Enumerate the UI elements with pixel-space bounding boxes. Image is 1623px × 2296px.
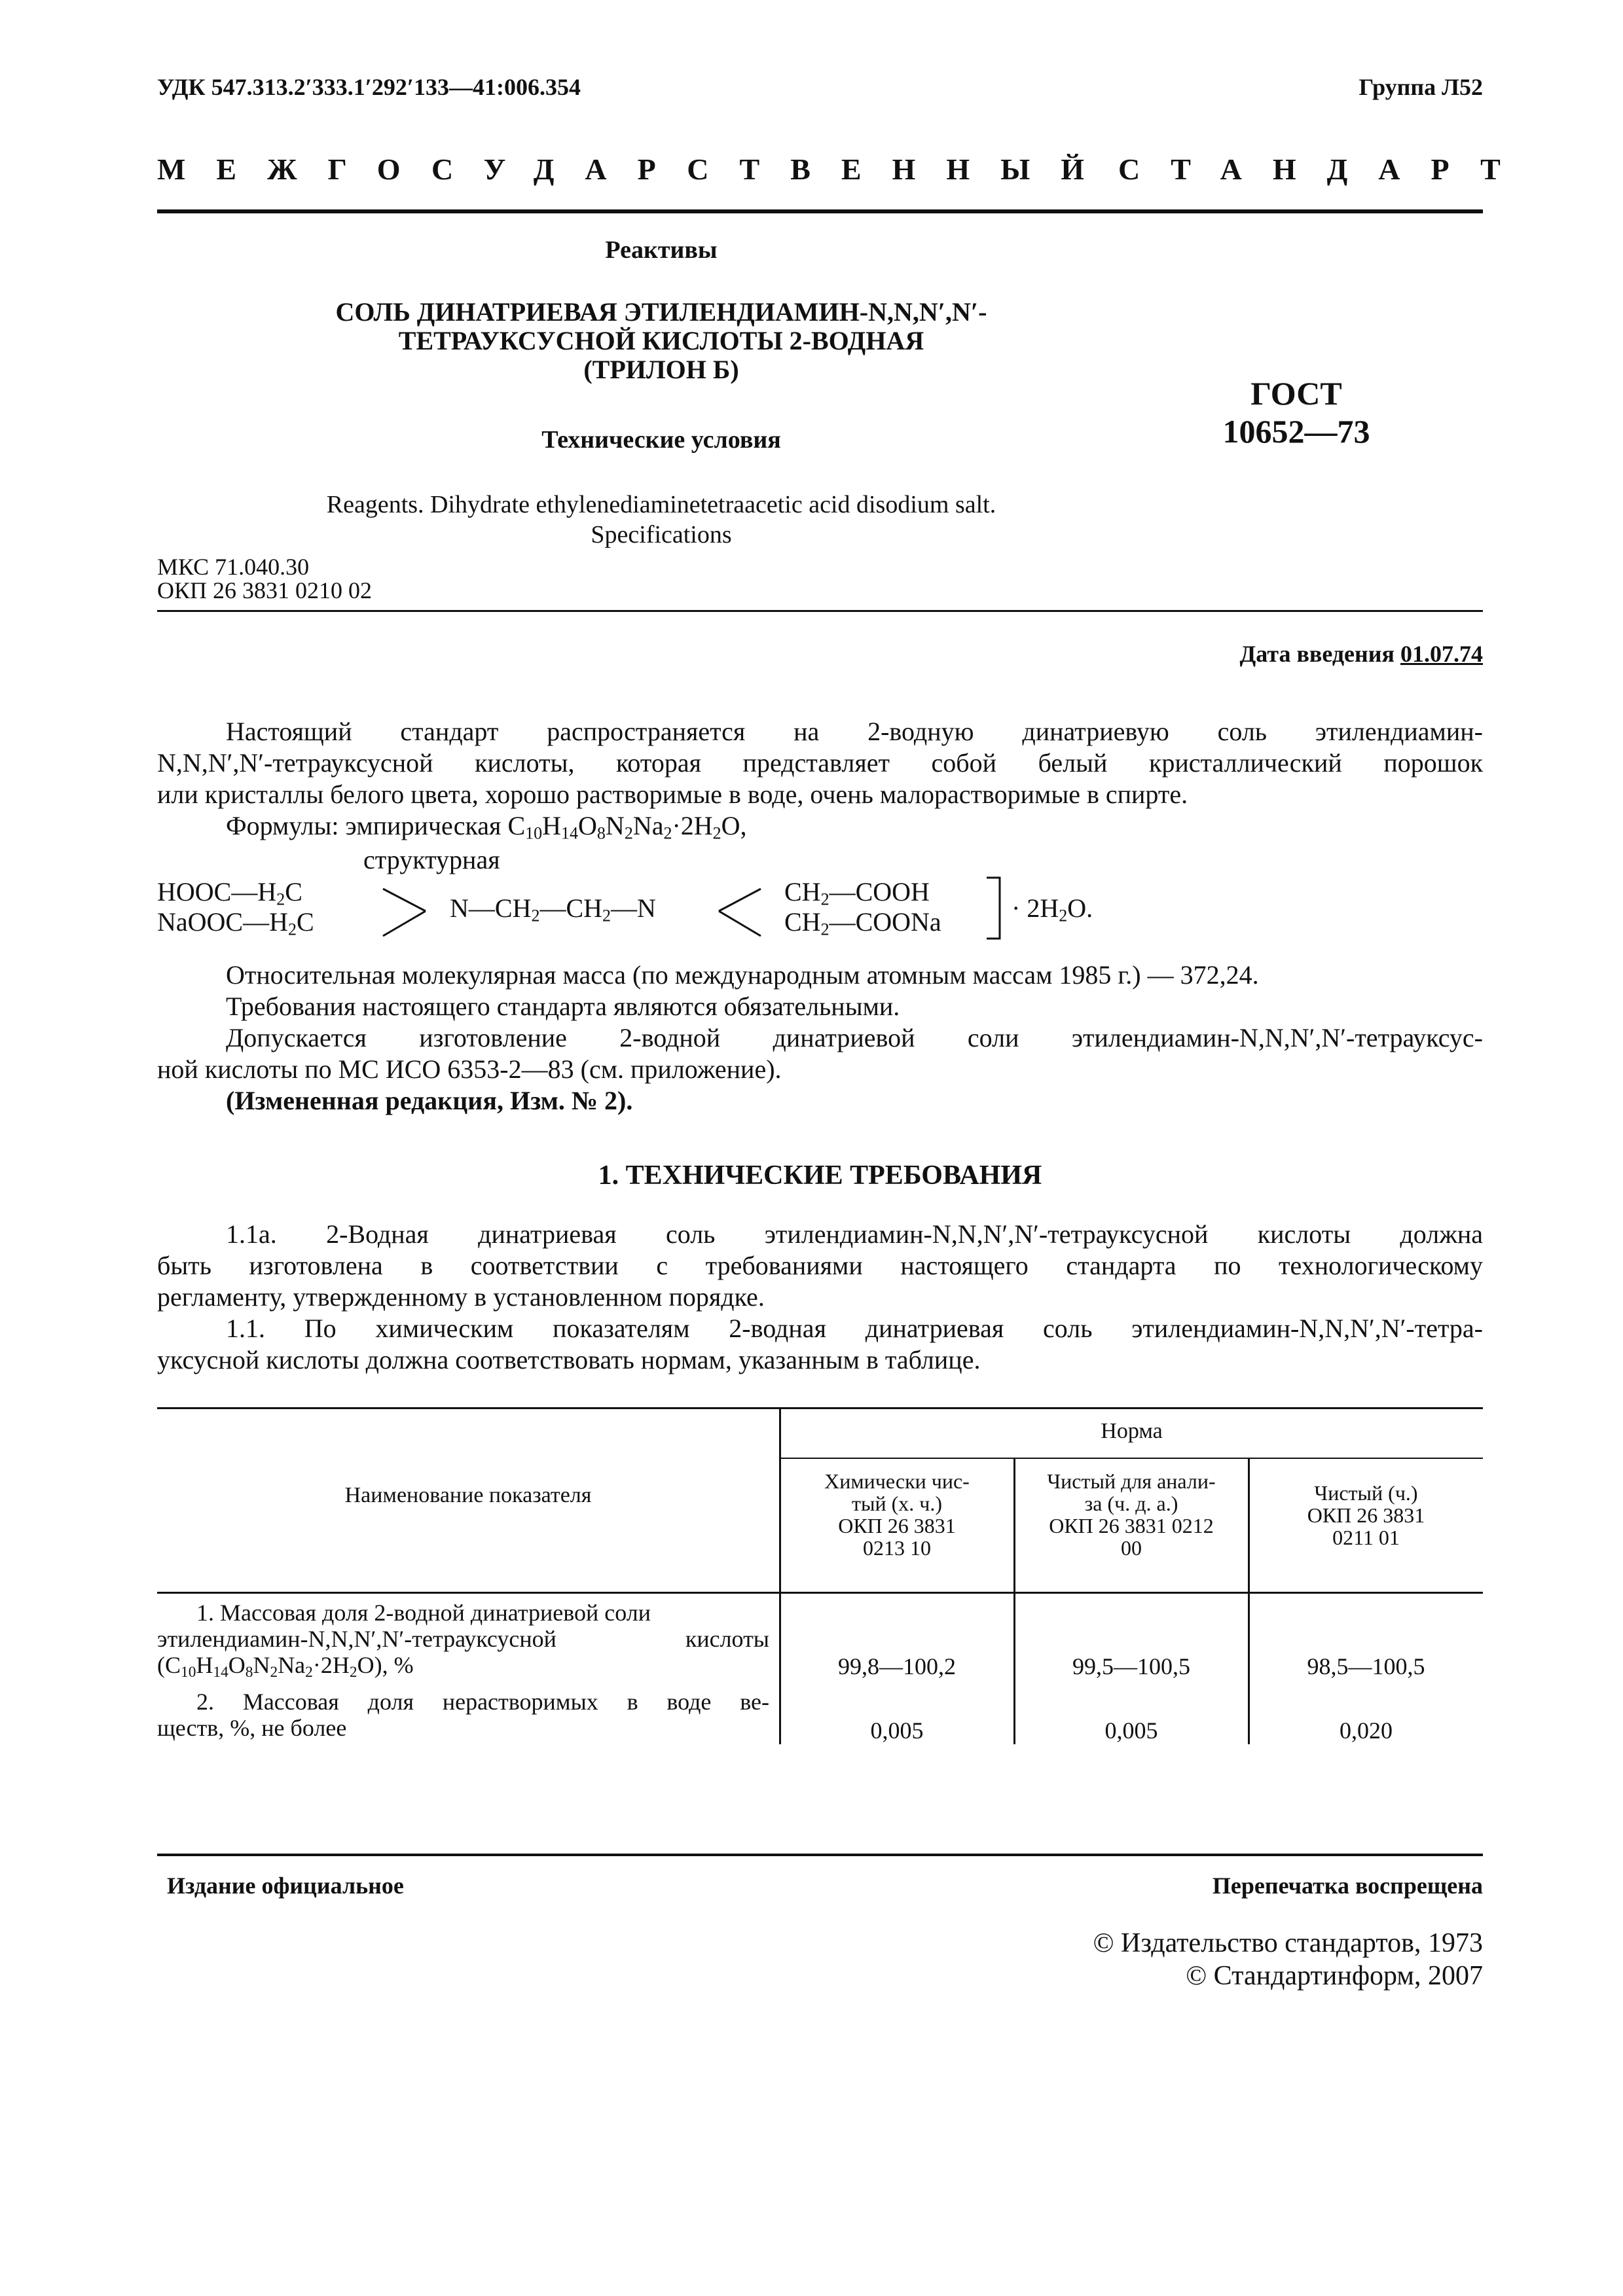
struct-right-1 bbox=[784, 877, 941, 907]
reprint-prohibited: Перепечатка воспрещена bbox=[1212, 1873, 1483, 1899]
row2-value-pure: 0,020 bbox=[1340, 1717, 1393, 1744]
title-line-2: ТЕТРАУКСУСНОЙ КИСЛОТЫ 2-ВОДНАЯ bbox=[398, 326, 924, 355]
s-r1a: CH bbox=[784, 877, 821, 906]
row2-line-1: 2. Массовая доля нерастворимых в воде ве- bbox=[196, 1689, 769, 1715]
section-1-text bbox=[157, 1219, 1483, 1376]
col-header-chemically-pure bbox=[780, 1470, 1013, 1559]
mandatory-text: Требования настоящего стандарта являются обязательными. bbox=[226, 992, 900, 1021]
f-h-n: 14 bbox=[561, 823, 579, 843]
s-mn1: 2 bbox=[531, 906, 540, 925]
table-norm-rule bbox=[779, 1458, 1483, 1459]
f-c: C bbox=[507, 811, 526, 840]
r1-d: N bbox=[253, 1652, 270, 1678]
row1-value-pure: 98,5—100,5 bbox=[1307, 1653, 1425, 1679]
s-mn2: 2 bbox=[602, 906, 611, 925]
intro-paragraph bbox=[157, 716, 1483, 810]
struct-right-bond bbox=[714, 884, 766, 942]
empirical-formula bbox=[507, 811, 747, 843]
f-na: Na bbox=[632, 811, 664, 840]
gost-number: 10652—73 bbox=[1222, 413, 1370, 450]
intro-paragraph-2 bbox=[157, 960, 1483, 1117]
udk-code: УДК 547.313.2′333.1′292′133—41:006.354 bbox=[157, 74, 581, 100]
f-n: N bbox=[605, 811, 625, 840]
struct-left-1 bbox=[157, 877, 314, 907]
s-wa: · 2H bbox=[1012, 893, 1059, 923]
struct-left-2 bbox=[157, 907, 314, 937]
intro-line-2: N,N,N′,N′-тетрауксусной кислоты, которая представляет собой белый кристаллический порошок bbox=[157, 748, 1483, 778]
h3-l2: ОКП 26 3831 bbox=[1307, 1503, 1425, 1527]
footer-rule bbox=[157, 1854, 1483, 1856]
r1-c: O bbox=[228, 1652, 246, 1678]
r1-n1: 10 bbox=[181, 1663, 196, 1681]
section-1-heading: 1. ТЕХНИЧЕСКИЕ ТРЕБОВАНИЯ bbox=[598, 1160, 1042, 1191]
f-o-n: 8 bbox=[596, 823, 606, 843]
r1-a: (C bbox=[157, 1652, 181, 1678]
row2-value-chemically-pure: 0,005 bbox=[870, 1717, 924, 1744]
s-l2b: C bbox=[296, 907, 314, 937]
r1-e: Na bbox=[278, 1652, 306, 1678]
header-rule bbox=[157, 209, 1483, 213]
copyright-1973: © Издательство стандартов, 1973 bbox=[1093, 1928, 1483, 1958]
f-end: O, bbox=[721, 811, 747, 840]
f-tail: ·2H bbox=[672, 811, 713, 840]
document-subtitle: Технические условия bbox=[541, 426, 781, 454]
table-row bbox=[157, 1689, 769, 1741]
s-mc: —N bbox=[611, 893, 656, 923]
s-wn: 2 bbox=[1059, 906, 1068, 925]
english-title bbox=[157, 490, 1165, 550]
row1-line-2: этилендиамин-N,N,N′,N′-тетрауксусной кислоты bbox=[157, 1626, 769, 1652]
gost-designation bbox=[1192, 374, 1401, 450]
row2-line-2: ществ, %, не более bbox=[157, 1715, 347, 1741]
s-ma: N—CH bbox=[450, 893, 532, 923]
title-rule bbox=[157, 610, 1483, 612]
allowed-line-1: Допускается изготовление 2-водной динатриевой соли этилендиамин-N,N,N′,N′-тетрауксус- bbox=[226, 1023, 1483, 1052]
r1-f: ·2H bbox=[312, 1652, 350, 1678]
s-l2n: 2 bbox=[287, 920, 297, 939]
banner-standard: СТАНДАРТ bbox=[1118, 152, 1531, 186]
f-h: H bbox=[542, 811, 562, 840]
s-l2a: NaOOC—H bbox=[157, 907, 288, 937]
h1-l4: 0213 10 bbox=[863, 1536, 931, 1560]
f-c-n: 10 bbox=[525, 823, 543, 843]
table-top-rule bbox=[157, 1407, 1483, 1409]
s-l1a: HOOC—H bbox=[157, 877, 277, 906]
h2-l3: ОКП 26 3831 0212 bbox=[1049, 1514, 1214, 1537]
s-l1n: 2 bbox=[276, 889, 285, 909]
struct-left-groups bbox=[157, 877, 314, 937]
effective-date bbox=[982, 640, 1483, 668]
gost-label: ГОСТ bbox=[1250, 375, 1342, 412]
struct-backbone bbox=[450, 893, 656, 924]
r1-g: O), % bbox=[357, 1652, 414, 1678]
p11a-line-1: 1.1а. 2-Водная динатриевая соль этилендиамин-N,N,N′,N′-тетрауксусной кислоты должна bbox=[226, 1219, 1483, 1249]
table-header-rule bbox=[157, 1592, 1483, 1594]
s-r2b: —COONa bbox=[829, 907, 941, 937]
s-r1b: —COOH bbox=[829, 877, 930, 906]
h2-l4: 00 bbox=[1121, 1536, 1142, 1560]
english-title-line-2: Specifications bbox=[591, 521, 732, 548]
p11a-line-3: регламенту, утвержденному в установленном порядке. bbox=[157, 1282, 765, 1312]
effective-date-value: 01.07.74 bbox=[1400, 641, 1483, 667]
classification-codes bbox=[157, 555, 372, 602]
english-title-line-1: Reagents. Dihydrate ethylenediaminetetraacetic acid disodium salt. bbox=[326, 491, 996, 518]
copyright-2007: © Стандартинформ, 2007 bbox=[1186, 1961, 1483, 1991]
banner-interstate: МЕЖГОСУДАРСТВЕННЫЙ bbox=[157, 152, 1116, 186]
r1-n5: 2 bbox=[305, 1663, 313, 1681]
h3-l3: 0211 01 bbox=[1332, 1526, 1400, 1549]
row1-line-1: 1. Массовая доля 2-водной динатриевой соли bbox=[196, 1600, 651, 1626]
r1-n4: 2 bbox=[270, 1663, 278, 1681]
col-header-name: Наименование показателя bbox=[344, 1483, 592, 1507]
formula-empirical bbox=[226, 810, 747, 842]
title-line-3: (ТРИЛОН Б) bbox=[583, 355, 739, 384]
allowed-line-2: ной кислоты по МС ИСО 6353-2—83 (см. приложение). bbox=[157, 1054, 782, 1084]
f-o: O bbox=[578, 811, 597, 840]
struct-right-2 bbox=[784, 907, 941, 937]
p11-line-2: уксусной кислоты должна соответствовать нормам, указанным в таблице. bbox=[157, 1345, 981, 1374]
official-edition: Издание официальное bbox=[167, 1873, 404, 1899]
effective-date-label: Дата введения bbox=[1239, 641, 1395, 667]
mks-code: МКС 71.040.30 bbox=[157, 554, 310, 580]
group-code: Группа Л52 bbox=[1359, 74, 1483, 100]
struct-water bbox=[1012, 893, 1093, 924]
r1-n6: 2 bbox=[349, 1663, 357, 1681]
row1-value-analytical: 99,5—100,5 bbox=[1072, 1653, 1190, 1679]
struct-bracket bbox=[985, 876, 1005, 941]
r1-n3: 8 bbox=[245, 1663, 253, 1681]
formulas-label: Формулы: эмпирическая bbox=[226, 811, 501, 840]
h1-l2: тый (х. ч.) bbox=[851, 1492, 942, 1515]
col-header-pure bbox=[1249, 1482, 1483, 1549]
row2-value-analytical: 0,005 bbox=[1104, 1717, 1158, 1744]
f-na-n: 2 bbox=[663, 823, 672, 843]
row1-value-chemically-pure: 99,8—100,2 bbox=[838, 1653, 956, 1679]
table-row bbox=[157, 1600, 769, 1681]
h2-l1: Чистый для анали- bbox=[1047, 1469, 1216, 1493]
p11a-line-2: быть изготовлена в соответствии с требованиями настоящего стандарта по технологическому bbox=[157, 1251, 1483, 1280]
intro-line-3: или кристаллы белого цвета, хорошо растворимые в воде, очень малорастворимые в спирте. bbox=[157, 780, 1188, 809]
s-wb: O. bbox=[1067, 893, 1093, 923]
p11-line-1: 1.1. По химическим показателям 2-водная динатриевая соль этилендиамин-N,N,N′,N′-тетра- bbox=[226, 1314, 1483, 1343]
r1-n2: 14 bbox=[213, 1663, 228, 1681]
col-header-analytical bbox=[1015, 1470, 1248, 1559]
h2-l2: за (ч. д. а.) bbox=[1084, 1492, 1178, 1515]
amendment-note: (Измененная редакция, Изм. № 2). bbox=[226, 1086, 633, 1115]
okp-code: ОКП 26 3831 0210 02 bbox=[157, 577, 373, 603]
category-label: Реактивы bbox=[605, 236, 718, 264]
r1-b: H bbox=[196, 1652, 213, 1678]
f-tail-n: 2 bbox=[712, 823, 721, 843]
struct-right-groups bbox=[784, 877, 941, 937]
s-mb: —CH bbox=[539, 893, 603, 923]
s-r2n: 2 bbox=[820, 920, 830, 939]
title-line-1: СОЛЬ ДИНАТРИЕВАЯ ЭТИЛЕНДИАМИН-N,N,N′,N′- bbox=[335, 297, 987, 327]
s-r1n: 2 bbox=[820, 889, 830, 909]
f-n-n: 2 bbox=[624, 823, 633, 843]
intro-line-1: Настоящий стандарт распространяется на 2-водную динатриевую соль этилендиамин- bbox=[226, 717, 1483, 746]
document-title bbox=[157, 298, 1165, 384]
col-header-norm: Норма bbox=[1101, 1419, 1163, 1443]
h1-l3: ОКП 26 3831 bbox=[838, 1514, 956, 1537]
row1-line-3 bbox=[157, 1652, 769, 1681]
h3-l1: Чистый (ч.) bbox=[1314, 1481, 1418, 1505]
structural-label: структурная bbox=[363, 845, 500, 874]
s-l1b: C bbox=[285, 877, 302, 906]
struct-left-bond bbox=[380, 884, 432, 942]
h1-l1: Химически чис- bbox=[824, 1469, 970, 1493]
molar-mass-text: Относительная молекулярная масса (по международным атомным массам 1985 г.) — 372,24. bbox=[226, 960, 1259, 990]
copyright-block bbox=[917, 1927, 1483, 1992]
s-r2a: CH bbox=[784, 907, 821, 937]
